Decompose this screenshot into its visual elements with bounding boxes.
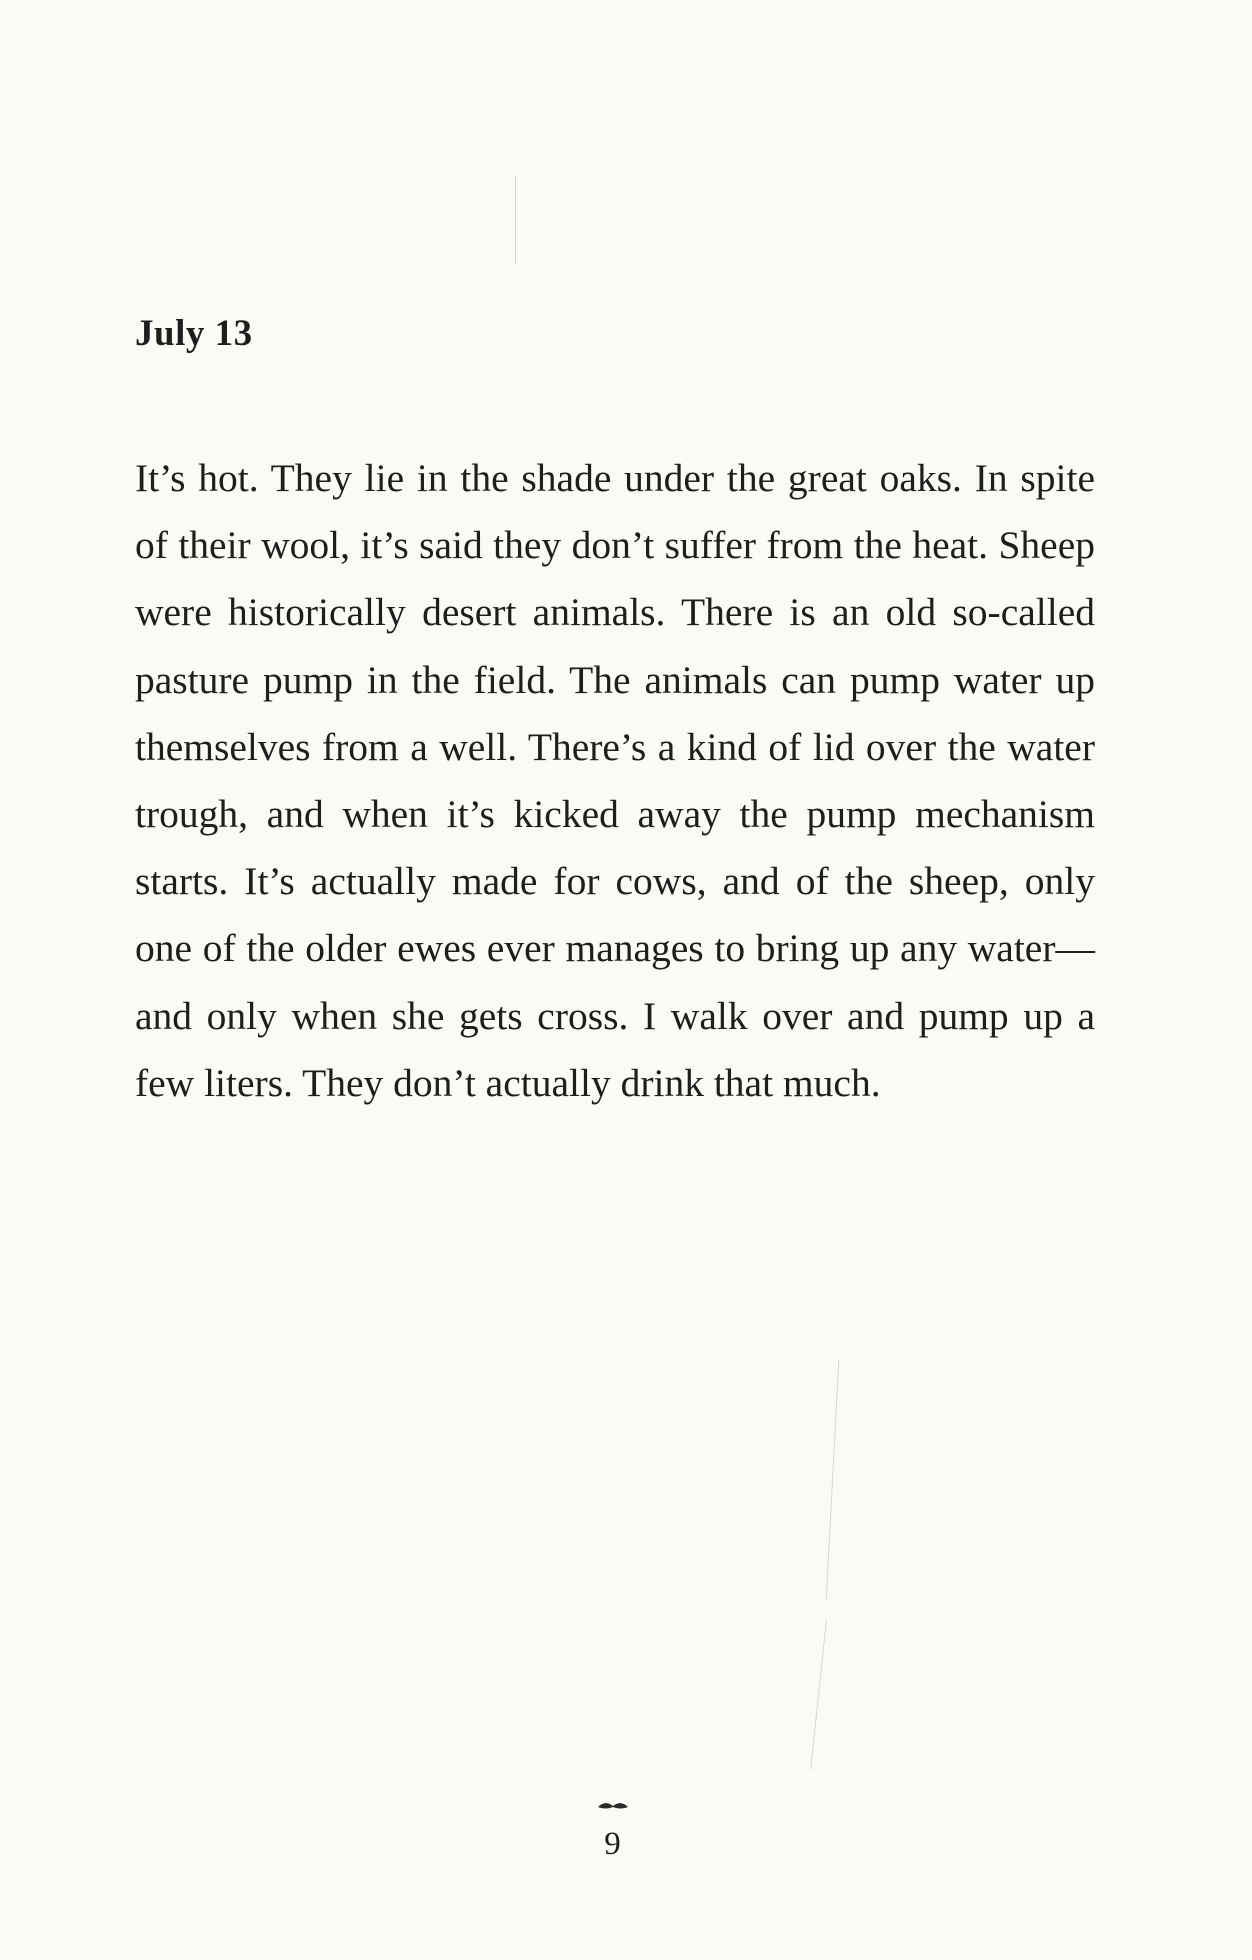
entry-date-heading: July 13 [135,313,253,354]
fleuron-ornament-icon [597,1800,629,1812]
page-number: 9 [604,1826,621,1862]
scan-artifact-line [515,175,516,265]
scan-artifact-line [826,1360,840,1600]
entry-paragraph: It’s hot. They lie in the shade under the great oaks. In spite of their wool, it’s said they don’t suffer from the heat. Sheep were historically desert animals. There is an old so-called pasture pump in the field. The animals can pump water up themselves from a well. There’s a kind of lid over the water trough, and when it’s kicked away the pump mechanism starts. It’s actually made for cows, and of the sheep, only one of the older ewes ever manages to bring up any water—and only when she gets cross. I walk over and pump up a few liters. They don’t actually drink that much. [135,456,1095,1105]
scan-artifact-line [810,1620,827,1769]
